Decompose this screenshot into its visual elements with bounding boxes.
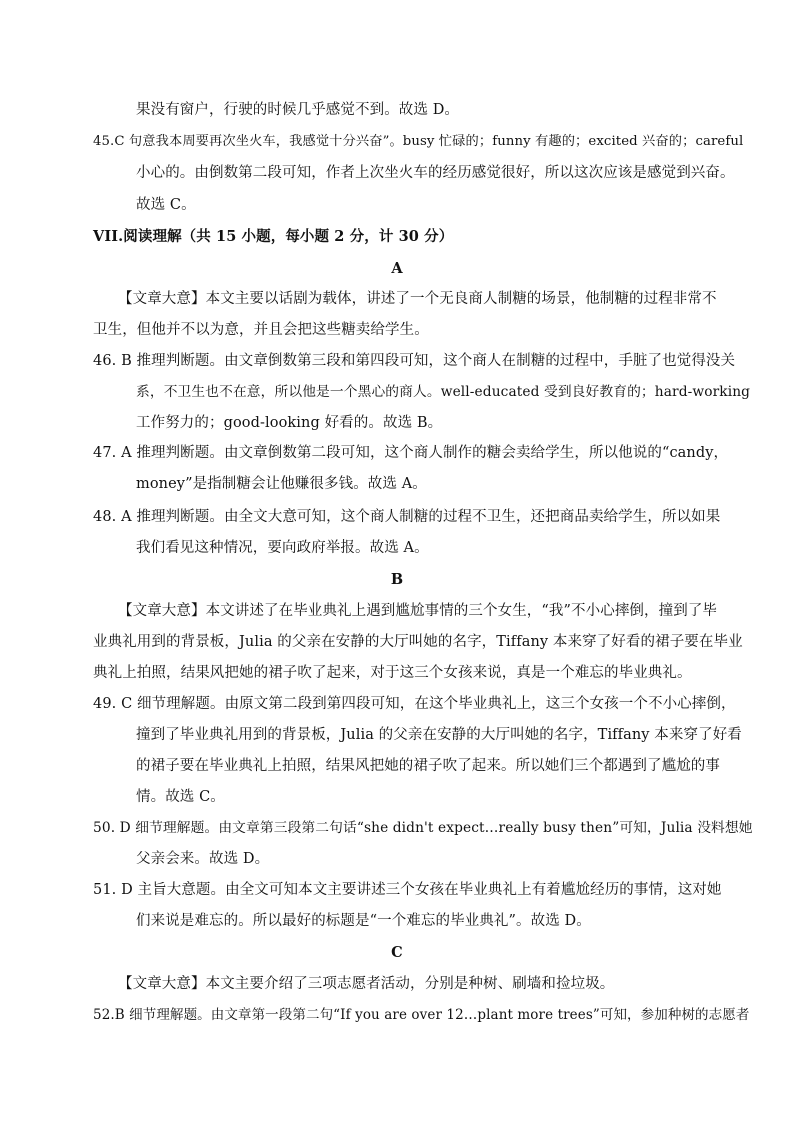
text-line: 业典礼用到的背景板，Julia 的父亲在安静的大厅叫她的名字，Tiffany 本来穿了好看的裙子要在毕业 xyxy=(93,634,743,650)
passage-letter-a: A xyxy=(391,260,403,277)
text-line: 们来说是难忘的。所以最好的标题是“一个难忘的毕业典礼”。故选 D。 xyxy=(136,913,591,929)
text-line: 情。故选 C。 xyxy=(136,789,225,805)
text-line: 48. A 推理判断题。由全文大意可知，这个商人制糖的过程不卫生，还把商品卖给学生，所以如果 xyxy=(93,509,721,525)
text-line: 【文章大意】本文主要介绍了三项志愿者活动，分别是种树、刷墙和捡垃圾。 xyxy=(118,976,615,992)
text-line: 51. D 主旨大意题。由全文可知本文主要讲述三个女孩在毕业典礼上有着尴尬经历的事情，这对她 xyxy=(93,882,722,898)
text-line: 47. A 推理判断题。由文章倒数第二段可知，这个商人制作的糖会卖给学生，所以他说的“candy， xyxy=(93,445,729,461)
text-line: 45.C 句意我本周要再次坐火车，我感觉十分兴奋”。busy 忙碌的；funny 有趣的；excited 兴奋的；careful xyxy=(93,134,744,149)
passage-letter-c: C xyxy=(391,944,403,961)
text-line: 典礼上拍照，结果风把她的裙子吹了起来，对于这三个女孩来说，真是一个难忘的毕业典礼。 xyxy=(93,665,692,681)
text-line: 【文章大意】本文主要以话剧为载体，讲述了一个无良商人制糖的场景，他制糖的过程非常不 xyxy=(118,291,717,307)
text-line: 50. D 细节理解题。由文章第三段第二句话“she didn't expect…really busy then”可知，Julia 没料想她 xyxy=(93,820,753,836)
text-line: 故选 C。 xyxy=(136,197,196,213)
text-line: 果没有窗户，行驶的时候几乎感觉不到。故选 D。 xyxy=(136,102,460,118)
text-line: 46. B 推理判断题。由文章倒数第三段和第四段可知，这个商人在制糖的过程中，手脏了也觉得没关 xyxy=(93,353,736,369)
text-line: 工作努力的；good-looking 好看的。故选 B。 xyxy=(136,415,443,431)
text-line: 卫生，但他并不以为意，并且会把这些糖卖给学生。 xyxy=(93,322,429,338)
text-line: 【文章大意】本文讲述了在毕业典礼上遇到尴尬事情的三个女生，“我”不小心摔倒，撞到了毕 xyxy=(118,603,718,619)
text-line: 系，不卫生也不在意，所以他是一个黑心的商人。well-educated 受到良好教育的；hard-working xyxy=(136,384,751,400)
text-line: 我们看见这种情况，要向政府举报。故选 A。 xyxy=(136,540,429,556)
text-line: 父亲会来。故选 D。 xyxy=(136,851,270,867)
text-line: 撞到了毕业典礼用到的背景板，Julia 的父亲在安静的大厅叫她的名字，Tiffany 本来穿了好看 xyxy=(136,727,742,743)
text-line: 小心的。由倒数第二段可知，作者上次坐火车的经历感觉很好，所以这次应该是感觉到兴奋。 xyxy=(136,165,735,181)
text-line: money”是指制糖会让他赚很多钱。故选 A。 xyxy=(136,476,427,492)
text-line: 的裙子要在毕业典礼上拍照，结果风把她的裙子吹了起来。所以她们三个都遇到了尴尬的事 xyxy=(136,758,720,774)
text-line: 52.B 细节理解题。由文章第一段第二句“If you are over 12…plant more trees”可知，参加种树的志愿者 xyxy=(93,1007,750,1023)
text-line: 49. C 细节理解题。由原文第二段到第四段可知，在这个毕业典礼上，这三个女孩一个不小心摔倒， xyxy=(93,696,736,712)
section-heading: VII.阅读理解（共 15 小题，每小题 2 分，计 30 分） xyxy=(93,228,454,245)
passage-letter-b: B xyxy=(390,571,404,588)
